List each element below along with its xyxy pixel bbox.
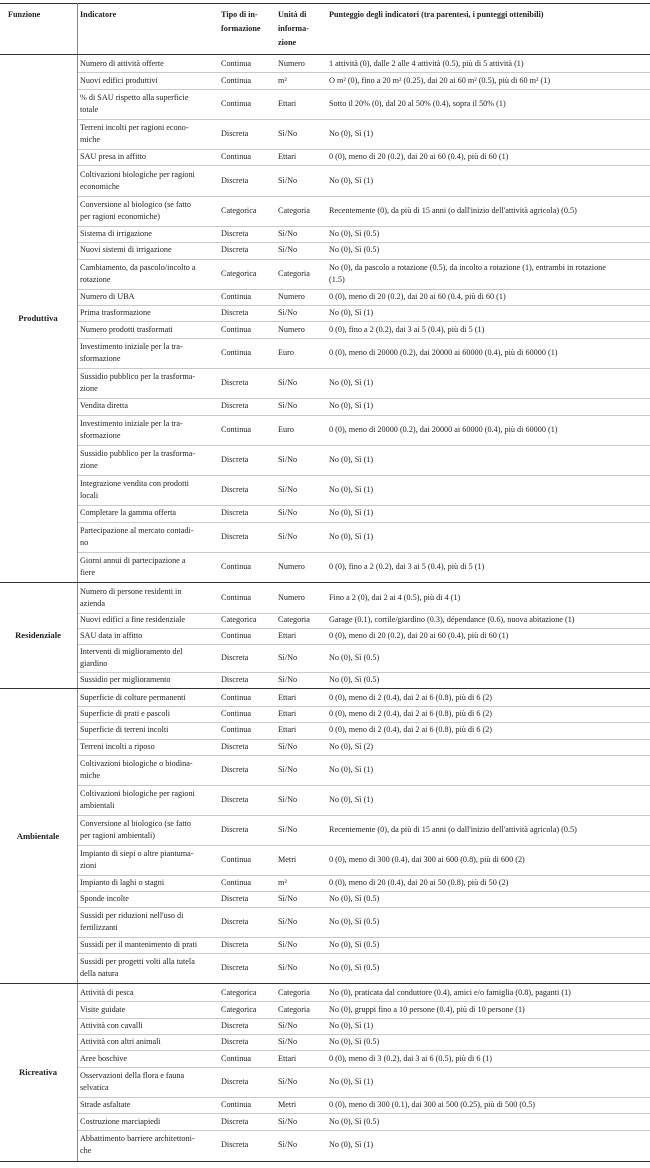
- table-row: [0, 644, 650, 673]
- tipo-cell: Discreta: [221, 175, 249, 185]
- unita-cell: Sì/No: [278, 653, 298, 663]
- indicator-text: Vendita diretta: [80, 401, 128, 411]
- indicator-text: per ragioni economiche): [80, 211, 161, 221]
- unita-cell: Sì/No: [278, 245, 298, 255]
- section-rule: [0, 688, 650, 689]
- unita-cell: Numero: [278, 291, 305, 301]
- unita-cell: Sì/No: [278, 1116, 298, 1126]
- punteggio-text: No (0), Sì (0.5): [329, 916, 380, 926]
- indicator-text: Sussidio per miglioramento: [80, 675, 171, 685]
- indicator-text: Numero di UBA: [80, 291, 135, 301]
- header-tipo-line1: Tipo di in-: [221, 10, 258, 19]
- indicator-text: della natura: [80, 969, 119, 979]
- section-rule: [0, 582, 650, 583]
- table-row: [0, 690, 650, 706]
- indicator-text: Terreni incolti per ragioni econo-: [80, 123, 189, 132]
- header-unita-line3: zione: [278, 38, 297, 47]
- indicator-text: Nuovi edifici a fine residenziale: [80, 615, 186, 625]
- punteggio-text: 0 (0), fino a 2 (0.2), dai 3 ai 5 (0.4), più di 5 (1): [329, 324, 485, 334]
- unita-cell: Metri: [278, 1100, 297, 1110]
- tipo-cell: Continua: [221, 593, 252, 603]
- indicator-text: Terreni incolti a riposo: [80, 741, 155, 751]
- tipo-cell: Discreta: [221, 916, 249, 926]
- indicator-text: SAU presa in affitto: [80, 152, 147, 162]
- tipo-cell: Discreta: [221, 824, 249, 834]
- punteggio-text: Fino a 2 (0), dai 2 ai 4 (0.5), più di 4 (1): [329, 593, 461, 603]
- indicator-text: Partecipazione al mercato contadi-: [80, 525, 194, 535]
- indicator-text: Aree boschive: [80, 1053, 128, 1063]
- punteggio-text: 0 (0), meno di 20000 (0.2), dai 20000 ai 60000 (0.4), più di 60000 (1): [329, 424, 558, 434]
- punteggio-text: No (0), Sì (1): [329, 175, 374, 185]
- tipo-cell: Continua: [221, 347, 252, 357]
- tipo-cell: Discreta: [221, 1076, 249, 1086]
- tipo-cell: Discreta: [221, 531, 249, 541]
- punteggio-text: No (0), Sì (2): [329, 741, 374, 751]
- tipo-cell: Continua: [221, 424, 252, 434]
- section-label-residenziale: Residenziale: [15, 630, 61, 640]
- punteggio-text: No (0), Sì (0.5): [329, 653, 380, 663]
- unita-cell: Sì/No: [278, 531, 298, 541]
- tipo-cell: Discreta: [221, 1139, 249, 1149]
- table-row: [0, 226, 650, 242]
- table-row: [0, 552, 650, 582]
- unita-cell: Ettari: [278, 709, 297, 719]
- punteggio-text: No (0), praticata dal conduttore (0.4), amici e/o famiglia (0.8), paganti (1): [329, 988, 571, 998]
- indicator-text: Nuovi edifici produttivi: [80, 75, 158, 85]
- tipo-cell: Continua: [221, 630, 252, 640]
- indicator-text: Sussidi per progetti volti alla tutela: [80, 957, 195, 967]
- punteggio-text: No (0), Sì (1): [329, 378, 374, 388]
- indicator-text: zioni: [80, 860, 97, 870]
- punteggio-text: No (0), Sì (0.5): [329, 963, 380, 973]
- header-unita-line1: Unità di: [278, 10, 307, 19]
- unita-cell: Sì/No: [278, 963, 298, 973]
- table-row: [0, 165, 650, 195]
- section-rule: [0, 983, 650, 984]
- indicator-text: Interventi di miglioramento del: [80, 647, 183, 657]
- tipo-cell: Discreta: [221, 939, 249, 949]
- punteggio-text: No (0), Sì (1): [329, 764, 374, 774]
- indicator-text: Numero di persone residenti in: [80, 587, 182, 597]
- indicator-text: Integrazione vendita con prodotti: [80, 479, 189, 489]
- table-row: [0, 706, 650, 722]
- unita-cell: Sì/No: [278, 794, 298, 804]
- table-bottom-rule: [0, 1161, 650, 1162]
- punteggio-text: No (0), Sì (1): [329, 129, 374, 138]
- table-row: [0, 875, 650, 891]
- table-row: [0, 289, 650, 305]
- unita-cell: Numero: [278, 59, 305, 69]
- punteggio-text: O m² (0), fino a 20 m² (0.25), dai 20 ai 60 m² (0.5), più di 60 m² (1): [329, 75, 551, 85]
- indicator-text: Sponde incolte: [80, 893, 129, 903]
- punteggio-text: No (0), Sì (0.5): [329, 1037, 380, 1047]
- table-row: [0, 89, 650, 119]
- header-indicatore: Indicatore: [80, 10, 117, 19]
- table-row: [0, 1067, 650, 1097]
- punteggio-text: No (0), Sì (0.5): [329, 229, 380, 239]
- indicator-text: miche: [80, 770, 101, 780]
- tipo-cell: Categorica: [221, 205, 257, 215]
- indicator-text: Giorni annui di partecipazione a: [80, 555, 186, 565]
- table-row: [0, 305, 650, 321]
- table-row: [0, 845, 650, 875]
- section-label-ambientale: Ambientale: [16, 830, 60, 841]
- table-row: [0, 937, 650, 953]
- punteggio-text: 0 (0), meno di 300 (0.1), dai 300 ai 500 (0.25), più di 500 (0.5): [329, 1100, 536, 1110]
- indicator-text: zione: [80, 460, 98, 470]
- indicator-text: Numero prodotti trasformati: [80, 324, 173, 334]
- indicator-text: Superficie di prati e pascoli: [80, 709, 171, 719]
- header-tipo-line2: formazione: [221, 24, 261, 33]
- indicator-text: Impianto di siepi o altre piantuma-: [80, 848, 194, 858]
- tipo-cell: Continua: [221, 709, 252, 719]
- tipo-cell: Categorica: [221, 615, 257, 625]
- indicator-text: Investimento iniziale per la tra-: [80, 418, 183, 428]
- tipo-cell: Discreta: [221, 508, 249, 518]
- unita-cell: Sì/No: [278, 378, 298, 388]
- punteggio-text: 0 (0), fino a 2 (0.2), dai 3 ai 5 (0.4), più di 5 (1): [329, 561, 485, 571]
- table-row: [0, 1018, 650, 1034]
- table-row: [0, 1050, 650, 1066]
- table-row: [0, 259, 650, 289]
- unita-cell: Categoria: [278, 205, 310, 215]
- indicator-text: zione: [80, 384, 98, 394]
- punteggio-text: 0 (0), meno di 20000 (0.2), dai 20000 ai 60000 (0.4), più di 60000 (1): [329, 347, 558, 357]
- unita-cell: Ettari: [278, 98, 297, 108]
- tipo-cell: Continua: [221, 725, 252, 735]
- punteggio-text: Garage (0.1), cortile/giardino (0.3), dépendance (0.6), nuova abitazione (1): [329, 615, 575, 625]
- indicator-text: locali: [80, 491, 99, 501]
- table-row: [0, 1097, 650, 1113]
- indicator-text: Prima trasformazione: [80, 308, 151, 318]
- table-row: [0, 522, 650, 552]
- tipo-cell: Discreta: [221, 963, 249, 973]
- unita-cell: m²: [278, 75, 287, 85]
- table-row: [0, 56, 650, 72]
- indicator-text: selvatica: [80, 1082, 109, 1092]
- table-row: [0, 1130, 650, 1160]
- unita-cell: Numero: [278, 324, 305, 334]
- indicator-text: che: [80, 1145, 92, 1155]
- indicator-text: Conversione al biologico (se fatto: [80, 818, 191, 828]
- unita-cell: Sì/No: [278, 893, 298, 903]
- tipo-cell: Continua: [221, 98, 252, 108]
- unita-cell: Metri: [278, 854, 297, 864]
- punteggio-text: No (0), Sì (0.5): [329, 245, 380, 255]
- indicator-text: economiche: [80, 181, 120, 191]
- indicator-text: Abbattimento barriere architettoni-: [80, 1133, 195, 1143]
- tipo-cell: Continua: [221, 854, 252, 864]
- indicator-text: Sussidio pubblico per la trasforma-: [80, 448, 196, 458]
- tipo-cell: Continua: [221, 1100, 252, 1110]
- indicator-text: giardino: [80, 659, 108, 669]
- unita-cell: Sì/No: [278, 939, 298, 949]
- punteggio-text: 0 (0), meno di 20 (0.2), dai 20 ai 60 (0.4, più di 60 (1): [329, 291, 506, 301]
- unita-cell: Sì/No: [278, 508, 298, 518]
- table-row: [0, 1001, 650, 1017]
- tipo-cell: Discreta: [221, 1116, 249, 1126]
- indicator-text: Coltivazioni biologiche per ragioni: [80, 788, 195, 798]
- table-row: [0, 72, 650, 88]
- table-row: [0, 722, 650, 738]
- table-row: [0, 1113, 650, 1129]
- unita-cell: m²: [278, 877, 287, 887]
- tipo-cell: Discreta: [221, 401, 249, 411]
- punteggio-text: No (0), Sì (1): [329, 794, 374, 804]
- unita-cell: Ettari: [278, 1053, 297, 1063]
- unita-cell: Sì/No: [278, 1076, 298, 1086]
- punteggio-text: No (0), Sì (1): [329, 485, 374, 495]
- table-row: [0, 739, 650, 755]
- unita-cell: Sì/No: [278, 1020, 298, 1030]
- tipo-cell: Continua: [221, 561, 252, 571]
- table-top-rule: [0, 3, 650, 4]
- unita-cell: Sì/No: [278, 1037, 298, 1047]
- table-row: [0, 953, 650, 983]
- indicator-text: Numero di attività offerte: [80, 59, 164, 69]
- table-row: [0, 755, 650, 785]
- indicator-text: Sistema di irrigazione: [80, 229, 152, 239]
- indicator-text: Investimento iniziale per la tra-: [80, 341, 183, 351]
- punteggio-text: 0 (0), meno di 20 (0.4), dai 20 ai 50 (0.8), più di 50 (2): [329, 877, 509, 887]
- tipo-cell: Discreta: [221, 675, 249, 685]
- indicator-text: Superficie di colture permanenti: [80, 693, 186, 703]
- unita-cell: Sì/No: [278, 454, 298, 464]
- unita-cell: Numero: [278, 593, 305, 603]
- punteggio-text: Recentemente (0), da più di 15 anni (o dall'inizio dell'attività agricola) (0.5): [329, 205, 577, 215]
- indicator-text: Sussidio pubblico per la trasforma-: [80, 372, 196, 382]
- indicator-text: Attività di pesca: [80, 988, 134, 998]
- header-punteggio: Punteggio degli indicatori (tra parentesi, i punteggi ottenibili): [329, 10, 544, 19]
- table-row: [0, 338, 650, 368]
- indicator-text: Sussidi per riduzioni nell'uso di: [80, 910, 184, 920]
- punteggio-text: 1 attività (0), dalle 2 alle 4 attività (0.5), più di 5 attività (1): [329, 59, 524, 69]
- indicator-text: Impianto di laghi o stagni: [80, 877, 165, 887]
- tipo-cell: Continua: [221, 59, 252, 69]
- punteggio-text: No (0), gruppi fino a 10 persone (0.4), più di 10 persone (1): [329, 1004, 525, 1014]
- unita-cell: Sì/No: [278, 175, 298, 185]
- tipo-cell: Categorica: [221, 988, 257, 998]
- unita-cell: Categoria: [278, 615, 310, 625]
- indicator-text: Completare la gamma offerta: [80, 508, 177, 518]
- punteggio-text: Sotto il 20% (0), dal 20 al 50% (0.4), sopra il 50% (1): [329, 98, 506, 108]
- tipo-cell: Discreta: [221, 893, 249, 903]
- tipo-cell: Continua: [221, 75, 252, 85]
- tipo-cell: Discreta: [221, 245, 249, 255]
- section-label-produttiva: Produttiva: [18, 313, 58, 323]
- indicator-text: per ragioni ambientali): [80, 830, 156, 840]
- table-row: [0, 321, 650, 337]
- tipo-cell: Discreta: [221, 454, 249, 464]
- indicator-text: Coltivazioni biologiche o biodina-: [80, 758, 193, 768]
- punteggio-text: No (0), Sì (0.5): [329, 893, 380, 903]
- tipo-cell: Continua: [221, 877, 252, 887]
- indicator-text: fertilizzanti: [80, 922, 118, 932]
- punteggio-text: No (0), da pascolo a rotazione (0.5), da incolto a rotazione (1), entrambi in rotazione: [329, 262, 606, 272]
- tipo-cell: Continua: [221, 324, 252, 334]
- tipo-cell: Discreta: [221, 741, 249, 751]
- indicator-text: Visite guidate: [80, 1004, 126, 1014]
- indicator-text: miche: [80, 135, 101, 144]
- tipo-cell: Continua: [221, 291, 252, 301]
- tipo-cell: Discreta: [221, 485, 249, 495]
- tipo-cell: Continua: [221, 152, 252, 162]
- table-row: [0, 505, 650, 521]
- table-row: [0, 584, 650, 613]
- unita-cell: Ettari: [278, 630, 297, 640]
- table-row: [0, 815, 650, 845]
- indicator-text: Coltivazioni biologiche per ragioni: [80, 169, 195, 179]
- unita-cell: Sì/No: [278, 764, 298, 774]
- indicator-text: Nuovi sistemi di irrigazione: [80, 245, 172, 255]
- table-row: [0, 1034, 650, 1050]
- indicator-text: azienda: [80, 599, 105, 609]
- indicator-text: no: [80, 537, 89, 547]
- punteggio-text: No (0), Sì (0.5): [329, 675, 380, 685]
- punteggio-text: No (0), Sì (0.5): [329, 939, 380, 949]
- indicator-text: Attività con altri animali: [80, 1037, 161, 1047]
- punteggio-text: No (0), Sì (1): [329, 308, 374, 318]
- tipo-cell: Continua: [221, 693, 252, 703]
- punteggio-text: No (0), Sì (1): [329, 1076, 374, 1086]
- unita-cell: Categoria: [278, 988, 310, 998]
- tipo-cell: Discreta: [221, 764, 249, 774]
- table-row: [0, 475, 650, 505]
- unita-cell: Sì/No: [278, 916, 298, 926]
- indicator-text: SAU data in affitto: [80, 630, 143, 640]
- tipo-cell: Discreta: [221, 794, 249, 804]
- table-row: [0, 985, 650, 1001]
- punteggio-text: (1.5): [329, 274, 345, 284]
- unita-cell: Ettari: [278, 152, 297, 162]
- punteggio-text: 0 (0), meno di 20 (0.2), dai 20 ai 60 (0.4), più di 60 (1): [329, 152, 509, 162]
- indicator-text: fiere: [80, 567, 95, 577]
- indicator-text: Cambiamento, da pascolo/incolto a: [80, 262, 196, 272]
- indicator-text: Sussidi per il mantenimento di prati: [80, 939, 198, 949]
- section-rule: [0, 54, 650, 55]
- punteggio-text: No (0), Sì (0.5): [329, 1116, 380, 1126]
- table-row: [0, 891, 650, 907]
- table-row: [0, 628, 650, 644]
- punteggio-text: 0 (0), meno di 300 (0.4), dai 300 ai 600 (0.8), più di 600 (2): [329, 854, 525, 864]
- unita-cell: Euro: [278, 347, 294, 357]
- indicator-text: Superficie di terreni incolti: [80, 725, 169, 735]
- tipo-cell: Continua: [221, 1053, 252, 1063]
- indicator-text: sformazione: [80, 353, 121, 363]
- punteggio-text: No (0), Sì (1): [329, 454, 374, 464]
- unita-cell: Numero: [278, 561, 305, 571]
- punteggio-text: No (0), Sì (1): [329, 1020, 374, 1030]
- table-row: [0, 445, 650, 475]
- table-row: [0, 149, 650, 165]
- tipo-cell: Categorica: [221, 1004, 257, 1014]
- unita-cell: Sì/No: [278, 129, 298, 138]
- indicator-text: ambientali: [80, 800, 115, 810]
- tipo-cell: Discreta: [221, 653, 249, 663]
- unita-cell: Euro: [278, 424, 294, 434]
- punteggio-text: 0 (0), meno di 2 (0.4), dai 2 ai 6 (0.8), più di 6 (2): [329, 693, 493, 703]
- indicator-text: Conversione al biologico (se fatto: [80, 199, 191, 209]
- indicator-text: sformazione: [80, 430, 121, 440]
- header-unita-line2: informa-: [278, 24, 309, 33]
- punteggio-text: No (0), Sì (1): [329, 531, 374, 541]
- table-row: [0, 613, 650, 629]
- unita-cell: Categoria: [278, 1004, 310, 1014]
- unita-cell: Ettari: [278, 693, 297, 703]
- punteggio-text: 0 (0), meno di 20 (0.2), dai 20 ai 60 (0.4), più di 60 (1): [329, 630, 509, 640]
- tipo-cell: Categorica: [221, 268, 257, 278]
- unita-cell: Sì/No: [278, 824, 298, 834]
- unita-cell: Categoria: [278, 268, 310, 278]
- indicator-text: totale: [80, 104, 99, 114]
- tipo-cell: Discreta: [221, 378, 249, 388]
- punteggio-text: No (0), Sì (1): [329, 401, 374, 411]
- table-row: [0, 415, 650, 445]
- unita-cell: Sì/No: [278, 1139, 298, 1149]
- unita-cell: Sì/No: [278, 675, 298, 685]
- table-row: [0, 368, 650, 398]
- punteggio-text: 0 (0), meno di 2 (0.4), dai 2 ai 6 (0.8), più di 6 (2): [329, 725, 493, 735]
- tipo-cell: Discreta: [221, 1020, 249, 1030]
- indicator-text: Attività con cavalli: [80, 1020, 143, 1030]
- table-row: [0, 907, 650, 937]
- tipo-cell: Discreta: [221, 229, 249, 239]
- indicator-text: Strade asfaltate: [80, 1100, 131, 1110]
- tipo-cell: Discreta: [221, 308, 249, 318]
- punteggio-text: Recentemente (0), da più di 15 anni (o dall'inizio dell'attività agricola) (0.5): [329, 824, 577, 834]
- indicator-text: rotazione: [80, 274, 111, 284]
- unita-cell: Sì/No: [278, 741, 298, 751]
- tipo-cell: Discreta: [221, 1037, 249, 1047]
- header-funzione: Funzione: [8, 10, 41, 19]
- unita-cell: Sì/No: [278, 308, 298, 318]
- unita-cell: Ettari: [278, 725, 297, 735]
- table-row: [0, 672, 650, 688]
- indicator-text: % di SAU rispetto alla superficie: [80, 92, 189, 102]
- table-row: [0, 398, 650, 414]
- indicator-text: Osservazioni della flora e fauna: [80, 1070, 185, 1080]
- table-row: [0, 785, 650, 815]
- table-row: [0, 119, 650, 149]
- unita-cell: Sì/No: [278, 485, 298, 495]
- punteggio-text: 0 (0), meno di 3 (0.2), dai 3 ai 6 (0.5), più di 6 (1): [329, 1053, 493, 1063]
- tipo-cell: Discreta: [221, 129, 249, 138]
- punteggio-text: No (0), Sì (1): [329, 1139, 374, 1149]
- unita-cell: Sì/No: [278, 229, 298, 239]
- unita-cell: Sì/No: [278, 401, 298, 411]
- indicator-text: Costruzione marciapiedi: [80, 1116, 161, 1126]
- table-row: [0, 196, 650, 226]
- section-label-ricreativa: Ricreativa: [18, 1066, 58, 1077]
- table-row: [0, 242, 650, 258]
- punteggio-text: No (0), Sì (1): [329, 508, 374, 518]
- punteggio-text: 0 (0), meno di 2 (0.4), dai 2 ai 6 (0.8), più di 6 (2): [329, 709, 493, 719]
